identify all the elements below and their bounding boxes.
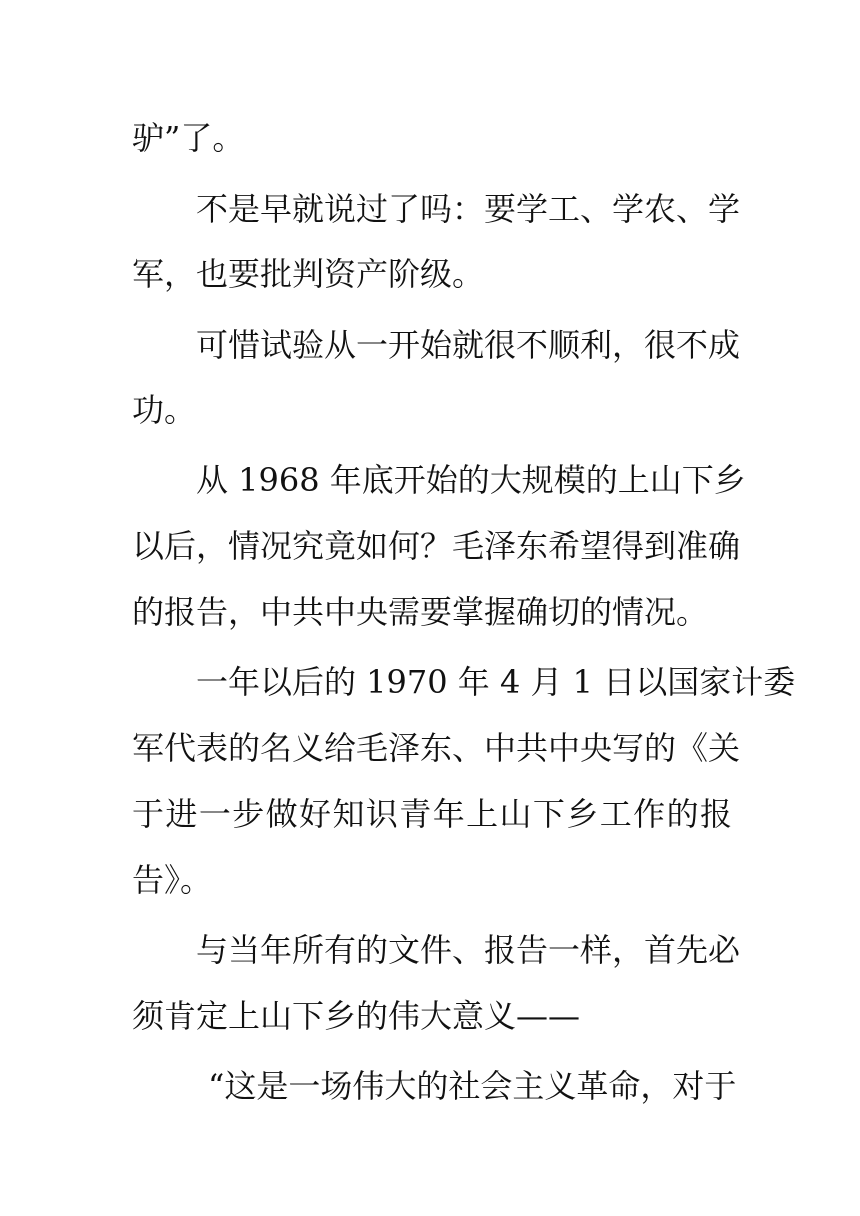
text-line-1: 驴”了。 — [132, 119, 245, 157]
text-line-13: 与当年所有的文件、报告一样，首先必 — [196, 931, 741, 969]
text-line-4: 可惜试验从一开始就很不顺利，很不成 — [196, 326, 741, 364]
text-line-3: 军，也要批判资产阶级。 — [132, 255, 485, 293]
text-line-7: 以后，情况究竟如何？毛泽东希望得到准确 — [132, 527, 741, 565]
text-line-12: 告》。 — [132, 861, 213, 899]
text-line-11: 于进一步做好知识青年上山下乡工作的报 — [132, 795, 732, 833]
text-line-14: 须肯定上山下乡的伟大意义—— — [132, 997, 581, 1035]
text-line-8: 的报告，中共中央需要掌握确切的情况。 — [132, 593, 709, 631]
text-line-9: 一年以后的 1970 年 4 月 1 日以国家计委 — [196, 663, 796, 701]
text-line-5: 功。 — [132, 391, 197, 429]
text-line-15: “这是一场伟大的社会主义革命，对于 — [208, 1067, 737, 1105]
text-line-6: 从 1968 年底开始的大规模的上山下乡 — [196, 461, 746, 499]
text-line-2: 不是早就说过了吗：要学工、学农、学 — [196, 190, 741, 228]
text-line-10: 军代表的名义给毛泽东、中共中央写的《关 — [132, 729, 741, 767]
